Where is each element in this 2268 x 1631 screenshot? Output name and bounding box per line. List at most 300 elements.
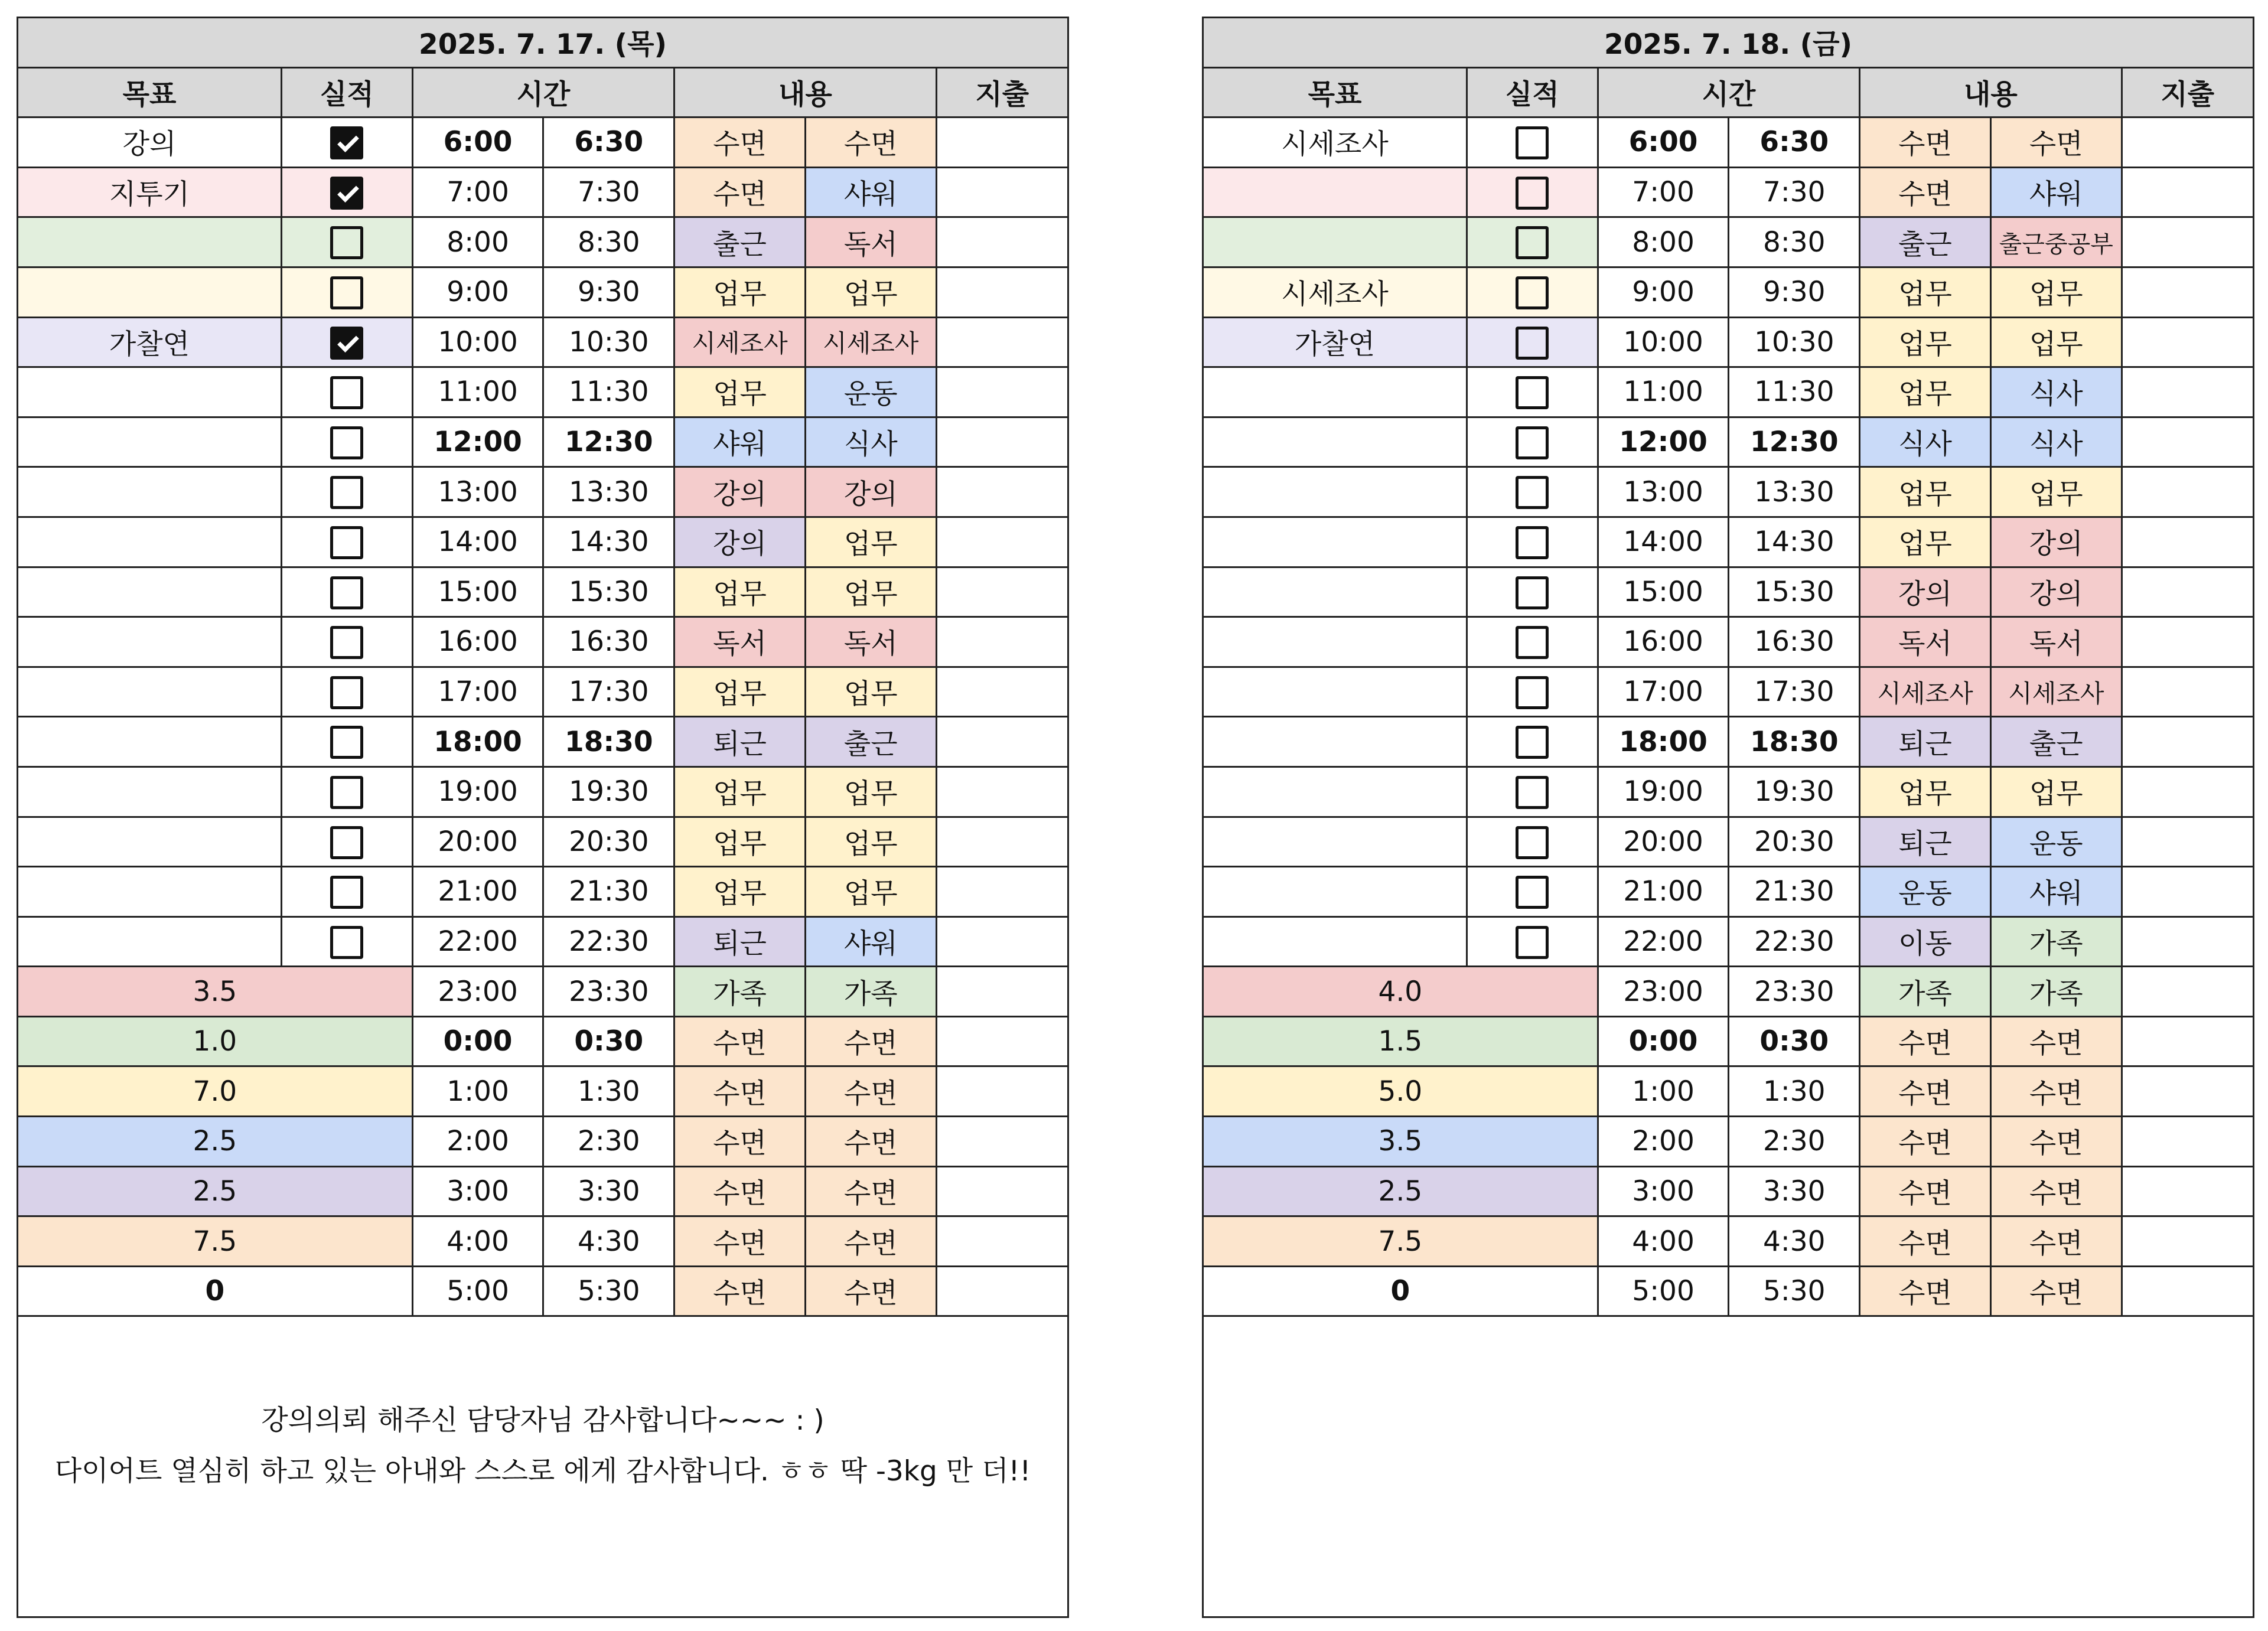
content-cell[interactable]: 퇴근 xyxy=(674,717,806,767)
date-header: 2025. 7. 17. (목) xyxy=(18,18,1067,67)
result-cell xyxy=(1467,867,1598,917)
content-cell[interactable]: 시세조사 xyxy=(674,317,806,367)
content-cell[interactable]: 가족 xyxy=(805,967,936,1017)
start-time: 13:00 xyxy=(412,467,543,517)
half-time: 6:30 xyxy=(1729,118,1860,168)
goal-cell[interactable] xyxy=(18,617,281,667)
time-row xyxy=(18,517,1067,567)
goal-cell[interactable] xyxy=(1204,766,1467,817)
expense-cell[interactable] xyxy=(936,367,1067,417)
goal-cell[interactable] xyxy=(1204,567,1467,617)
content-cell[interactable]: 수면 xyxy=(674,1166,806,1216)
content-cell[interactable]: 업무 xyxy=(674,367,806,417)
goal-cell[interactable] xyxy=(18,916,281,967)
goal-cell[interactable] xyxy=(1204,667,1467,717)
expense-cell[interactable] xyxy=(936,1016,1067,1066)
content-cell[interactable]: 업무 xyxy=(1860,267,1991,317)
expense-cell[interactable] xyxy=(936,267,1067,317)
content-cell[interactable]: 수면 xyxy=(1860,1266,1991,1316)
content-cell[interactable]: 업무 xyxy=(1860,766,1991,817)
expense-cell[interactable] xyxy=(2122,1166,2253,1216)
expense-cell[interactable] xyxy=(936,867,1067,917)
content-cell[interactable]: 독서 xyxy=(674,617,806,667)
checkbox-checked-icon[interactable] xyxy=(330,177,363,210)
content-cell[interactable]: 강의 xyxy=(674,517,806,567)
goal-cell[interactable]: 가찰연 xyxy=(18,317,281,367)
date-row xyxy=(1204,18,2253,67)
content-cell[interactable]: 업무 xyxy=(805,867,936,917)
content-cell[interactable]: 수면 xyxy=(805,1216,936,1267)
content-cell[interactable]: 수면 xyxy=(674,118,806,168)
content-cell[interactable]: 출근 xyxy=(1860,217,1991,268)
expense-cell[interactable] xyxy=(936,317,1067,367)
content-cell[interactable]: 시세조사 xyxy=(1860,667,1991,717)
checkbox-empty-icon[interactable] xyxy=(1516,276,1549,309)
goal-cell[interactable] xyxy=(1204,617,1467,667)
content-cell[interactable]: 독서 xyxy=(805,617,936,667)
content-cell[interactable]: 수면 xyxy=(674,1216,806,1267)
content-cell[interactable]: 수면 xyxy=(805,1066,936,1117)
expense-cell[interactable] xyxy=(2122,167,2253,217)
result-cell xyxy=(281,766,412,817)
result-cell xyxy=(1467,567,1598,617)
expense-cell[interactable] xyxy=(936,1117,1067,1167)
expense-cell[interactable] xyxy=(2122,417,2253,467)
goal-cell[interactable] xyxy=(1204,467,1467,517)
summary-cell: 4.0 xyxy=(1204,967,1598,1017)
content-cell[interactable]: 수면 xyxy=(805,1016,936,1066)
content-cell[interactable]: 강의 xyxy=(1860,567,1991,617)
schedule-body xyxy=(1204,18,2253,1316)
content-cell[interactable]: 출근중공부 xyxy=(1990,217,2122,268)
expense-cell[interactable] xyxy=(936,1216,1067,1267)
result-cell xyxy=(281,417,412,467)
checkbox-checked-icon[interactable] xyxy=(330,327,363,360)
content-cell[interactable]: 업무 xyxy=(1860,367,1991,417)
content-cell[interactable]: 수면 xyxy=(1990,1016,2122,1066)
half-time: 4:30 xyxy=(543,1216,674,1267)
content-cell[interactable]: 가족 xyxy=(1990,967,2122,1017)
half-time: 2:30 xyxy=(1729,1117,1860,1167)
checkbox-empty-icon[interactable] xyxy=(1516,676,1549,709)
result-cell xyxy=(1467,118,1598,168)
summary-cell: 5.0 xyxy=(1204,1066,1598,1117)
checkbox-empty-icon[interactable] xyxy=(1516,226,1549,259)
content-cell[interactable]: 업무 xyxy=(805,667,936,717)
result-cell xyxy=(281,617,412,667)
checkbox-empty-icon[interactable] xyxy=(330,576,363,609)
content-cell[interactable]: 독서 xyxy=(1860,617,1991,667)
expense-cell[interactable] xyxy=(936,717,1067,767)
date-row xyxy=(18,18,1067,67)
expense-cell[interactable] xyxy=(2122,367,2253,417)
start-time: 19:00 xyxy=(1598,766,1729,817)
time-row xyxy=(18,617,1067,667)
content-cell[interactable]: 수면 xyxy=(805,1166,936,1216)
goal-cell[interactable] xyxy=(1204,916,1467,967)
content-cell[interactable]: 업무 xyxy=(805,517,936,567)
expense-cell[interactable] xyxy=(936,617,1067,667)
content-cell[interactable]: 샤워 xyxy=(1990,867,2122,917)
content-cell[interactable]: 샤워 xyxy=(674,417,806,467)
checkbox-empty-icon[interactable] xyxy=(1516,576,1549,609)
content-cell[interactable]: 업무 xyxy=(805,267,936,317)
goal-cell[interactable] xyxy=(1204,367,1467,417)
content-cell[interactable]: 식사 xyxy=(1990,417,2122,467)
content-cell[interactable]: 강의 xyxy=(1990,517,2122,567)
content-cell[interactable]: 강의 xyxy=(674,467,806,517)
goal-cell[interactable] xyxy=(18,867,281,917)
goal-cell[interactable] xyxy=(1204,817,1467,867)
checkbox-empty-icon[interactable] xyxy=(1516,726,1549,759)
content-cell[interactable]: 가족 xyxy=(674,967,806,1017)
content-cell[interactable]: 퇴근 xyxy=(674,916,806,967)
content-cell[interactable]: 수면 xyxy=(1860,1016,1991,1066)
time-row xyxy=(18,467,1067,517)
result-cell xyxy=(281,517,412,567)
expense-cell[interactable] xyxy=(2122,1266,2253,1316)
goal-cell[interactable]: 가찰연 xyxy=(1204,317,1467,367)
start-time: 0:00 xyxy=(412,1016,543,1066)
content-cell[interactable]: 강의 xyxy=(805,467,936,517)
content-cell[interactable]: 업무 xyxy=(1860,517,1991,567)
content-cell[interactable]: 가족 xyxy=(1860,967,1991,1017)
time-row xyxy=(1204,118,2253,168)
half-time: 10:30 xyxy=(1729,317,1860,367)
content-cell[interactable]: 업무 xyxy=(1990,766,2122,817)
content-cell[interactable]: 수면 xyxy=(674,167,806,217)
goal-cell[interactable] xyxy=(18,667,281,717)
checkbox-empty-icon[interactable] xyxy=(1516,826,1549,859)
expense-cell[interactable] xyxy=(2122,317,2253,367)
expense-cell[interactable] xyxy=(936,817,1067,867)
start-time: 18:00 xyxy=(1598,717,1729,767)
half-time: 15:30 xyxy=(1729,567,1860,617)
checkbox-empty-icon[interactable] xyxy=(330,476,363,509)
content-cell[interactable]: 출근 xyxy=(805,717,936,767)
content-cell[interactable]: 출근 xyxy=(1990,717,2122,767)
expense-cell[interactable] xyxy=(936,118,1067,168)
content-cell[interactable]: 시세조사 xyxy=(1990,667,2122,717)
time-row xyxy=(18,1166,1067,1216)
checkbox-empty-icon[interactable] xyxy=(330,626,363,659)
expense-cell[interactable] xyxy=(2122,667,2253,717)
expense-cell[interactable] xyxy=(2122,1216,2253,1267)
content-cell[interactable]: 수면 xyxy=(674,1066,806,1117)
start-time: 10:00 xyxy=(412,317,543,367)
expense-cell[interactable] xyxy=(2122,766,2253,817)
expense-cell[interactable] xyxy=(2122,617,2253,667)
start-time: 7:00 xyxy=(1598,167,1729,217)
checkbox-empty-icon[interactable] xyxy=(330,376,363,409)
half-time: 11:30 xyxy=(543,367,674,417)
result-cell xyxy=(1467,367,1598,417)
time-row xyxy=(1204,1117,2253,1167)
goal-cell[interactable] xyxy=(1204,417,1467,467)
time-row xyxy=(1204,517,2253,567)
checkbox-empty-icon[interactable] xyxy=(330,826,363,859)
start-time: 23:00 xyxy=(1598,967,1729,1017)
content-cell[interactable]: 퇴근 xyxy=(1860,717,1991,767)
expense-cell[interactable] xyxy=(936,1266,1067,1316)
expense-cell[interactable] xyxy=(936,1066,1067,1117)
goal-cell[interactable] xyxy=(1204,167,1467,217)
content-cell[interactable]: 수면 xyxy=(1860,1066,1991,1117)
goal-cell[interactable] xyxy=(18,367,281,417)
start-time: 4:00 xyxy=(412,1216,543,1267)
time-row xyxy=(18,567,1067,617)
checkbox-checked-icon[interactable] xyxy=(330,126,363,159)
time-row xyxy=(1204,317,2253,367)
content-cell[interactable]: 수면 xyxy=(805,1117,936,1167)
goal-cell[interactable] xyxy=(18,517,281,567)
time-row xyxy=(1204,717,2253,767)
content-cell[interactable]: 업무 xyxy=(674,667,806,717)
content-cell[interactable]: 수면 xyxy=(1990,1166,2122,1216)
content-cell[interactable]: 업무 xyxy=(1860,467,1991,517)
goal-cell[interactable] xyxy=(18,417,281,467)
time-row xyxy=(18,717,1067,767)
content-cell[interactable]: 수면 xyxy=(1990,1266,2122,1316)
result-cell xyxy=(1467,717,1598,767)
expense-cell[interactable] xyxy=(2122,1117,2253,1167)
checkbox-empty-icon[interactable] xyxy=(330,676,363,709)
expense-cell[interactable] xyxy=(936,916,1067,967)
expense-cell[interactable] xyxy=(936,567,1067,617)
expense-cell[interactable] xyxy=(2122,817,2253,867)
goal-cell[interactable] xyxy=(1204,867,1467,917)
result-cell xyxy=(281,717,412,767)
checkbox-empty-icon[interactable] xyxy=(1516,327,1549,360)
half-time: 14:30 xyxy=(1729,517,1860,567)
start-time: 11:00 xyxy=(1598,367,1729,417)
checkbox-empty-icon[interactable] xyxy=(1516,776,1549,809)
checkbox-empty-icon[interactable] xyxy=(1516,426,1549,459)
goal-cell[interactable] xyxy=(18,717,281,767)
content-cell[interactable]: 수면 xyxy=(1990,1066,2122,1117)
checkbox-empty-icon[interactable] xyxy=(330,526,363,559)
content-cell[interactable]: 수면 xyxy=(1990,1117,2122,1167)
expense-cell[interactable] xyxy=(2122,467,2253,517)
time-row xyxy=(18,367,1067,417)
goal-cell[interactable] xyxy=(18,267,281,317)
goal-cell[interactable] xyxy=(18,766,281,817)
expense-cell[interactable] xyxy=(2122,916,2253,967)
content-cell[interactable]: 업무 xyxy=(1990,467,2122,517)
expense-cell[interactable] xyxy=(936,1166,1067,1216)
checkbox-empty-icon[interactable] xyxy=(330,426,363,459)
expense-cell[interactable] xyxy=(936,467,1067,517)
time-row xyxy=(1204,417,2253,467)
checkbox-empty-icon[interactable] xyxy=(1516,177,1549,210)
time-row xyxy=(18,817,1067,867)
content-cell[interactable]: 식사 xyxy=(1990,367,2122,417)
goal-cell[interactable] xyxy=(1204,517,1467,567)
content-cell[interactable]: 출근 xyxy=(674,217,806,268)
expense-cell[interactable] xyxy=(936,517,1067,567)
content-cell[interactable]: 수면 xyxy=(1860,1117,1991,1167)
checkbox-empty-icon[interactable] xyxy=(1516,926,1549,959)
start-time: 8:00 xyxy=(412,217,543,268)
content-cell[interactable]: 수면 xyxy=(1990,1216,2122,1267)
half-time: 23:30 xyxy=(1729,967,1860,1017)
expense-cell[interactable] xyxy=(936,766,1067,817)
start-time: 17:00 xyxy=(1598,667,1729,717)
content-cell[interactable]: 수면 xyxy=(674,1117,806,1167)
result-cell xyxy=(281,867,412,917)
start-time: 2:00 xyxy=(412,1117,543,1167)
checkbox-empty-icon[interactable] xyxy=(330,776,363,809)
start-time: 4:00 xyxy=(1598,1216,1729,1267)
checkbox-empty-icon[interactable] xyxy=(1516,476,1549,509)
date-header: 2025. 7. 18. (금) xyxy=(1204,18,2253,67)
content-cell[interactable]: 수면 xyxy=(1990,118,2122,168)
expense-cell[interactable] xyxy=(2122,1016,2253,1066)
half-time: 17:30 xyxy=(543,667,674,717)
time-row xyxy=(18,867,1067,917)
content-cell[interactable]: 수면 xyxy=(1860,167,1991,217)
half-time: 21:30 xyxy=(543,867,674,917)
checkbox-empty-icon[interactable] xyxy=(330,726,363,759)
content-cell[interactable]: 업무 xyxy=(805,567,936,617)
time-row xyxy=(1204,167,2253,217)
start-time: 20:00 xyxy=(412,817,543,867)
checkbox-empty-icon[interactable] xyxy=(1516,626,1549,659)
start-time: 23:00 xyxy=(412,967,543,1017)
checkbox-empty-icon[interactable] xyxy=(1516,876,1549,909)
content-cell[interactable]: 업무 xyxy=(674,567,806,617)
checkbox-empty-icon[interactable] xyxy=(330,876,363,909)
expense-cell[interactable] xyxy=(2122,1066,2253,1117)
expense-cell[interactable] xyxy=(2122,867,2253,917)
content-cell[interactable]: 샤워 xyxy=(805,167,936,217)
content-cell[interactable]: 식사 xyxy=(805,417,936,467)
goal-cell[interactable]: 지투기 xyxy=(18,167,281,217)
result-cell xyxy=(1467,617,1598,667)
expense-cell[interactable] xyxy=(936,967,1067,1017)
content-cell[interactable]: 운동 xyxy=(1990,817,2122,867)
goal-cell[interactable]: 시세조사 xyxy=(1204,118,1467,168)
content-cell[interactable]: 샤워 xyxy=(1990,167,2122,217)
goal-cell[interactable] xyxy=(18,217,281,268)
goal-cell[interactable] xyxy=(18,817,281,867)
start-time: 0:00 xyxy=(1598,1016,1729,1066)
result-cell xyxy=(1467,817,1598,867)
content-cell[interactable]: 시세조사 xyxy=(805,317,936,367)
content-cell[interactable]: 운동 xyxy=(805,367,936,417)
start-time: 6:00 xyxy=(412,118,543,168)
time-row xyxy=(18,667,1067,717)
expense-cell[interactable] xyxy=(2122,967,2253,1017)
expense-cell[interactable] xyxy=(2122,217,2253,268)
checkbox-empty-icon[interactable] xyxy=(1516,376,1549,409)
content-cell[interactable]: 가족 xyxy=(1990,916,2122,967)
content-cell[interactable]: 업무 xyxy=(674,267,806,317)
goal-cell[interactable] xyxy=(18,567,281,617)
checkbox-empty-icon[interactable] xyxy=(1516,126,1549,159)
content-cell[interactable]: 강의 xyxy=(1990,567,2122,617)
header-result: 실적 xyxy=(281,67,412,118)
content-cell[interactable]: 수면 xyxy=(1860,1216,1991,1267)
expense-cell[interactable] xyxy=(936,417,1067,467)
half-time: 9:30 xyxy=(1729,267,1860,317)
content-cell[interactable]: 업무 xyxy=(674,867,806,917)
checkbox-empty-icon[interactable] xyxy=(330,276,363,309)
half-time: 14:30 xyxy=(543,517,674,567)
expense-cell[interactable] xyxy=(936,217,1067,268)
content-cell[interactable]: 샤워 xyxy=(805,916,936,967)
content-cell[interactable]: 운동 xyxy=(1860,867,1991,917)
content-cell[interactable]: 수면 xyxy=(805,118,936,168)
content-cell[interactable]: 수면 xyxy=(805,1266,936,1316)
header-time: 시간 xyxy=(1598,67,1859,118)
content-cell[interactable]: 독서 xyxy=(805,217,936,268)
content-cell[interactable]: 이동 xyxy=(1860,916,1991,967)
half-time: 8:30 xyxy=(543,217,674,268)
day-sheet-0718 xyxy=(1202,17,2254,1618)
start-time: 21:00 xyxy=(1598,867,1729,917)
content-cell[interactable]: 업무 xyxy=(805,817,936,867)
goal-cell[interactable] xyxy=(1204,217,1467,268)
expense-cell[interactable] xyxy=(2122,567,2253,617)
content-cell[interactable]: 업무 xyxy=(1860,317,1991,367)
content-cell[interactable]: 수면 xyxy=(1860,118,1991,168)
content-cell[interactable]: 수면 xyxy=(674,1266,806,1316)
goal-cell[interactable] xyxy=(18,467,281,517)
start-time: 12:00 xyxy=(412,417,543,467)
content-cell[interactable]: 퇴근 xyxy=(1860,817,1991,867)
checkbox-empty-icon[interactable] xyxy=(330,926,363,959)
content-cell[interactable]: 업무 xyxy=(805,766,936,817)
content-cell[interactable]: 식사 xyxy=(1860,417,1991,467)
half-time: 19:30 xyxy=(543,766,674,817)
content-cell[interactable]: 수면 xyxy=(674,1016,806,1066)
content-cell[interactable]: 수면 xyxy=(1860,1166,1991,1216)
start-time: 9:00 xyxy=(412,267,543,317)
expense-cell[interactable] xyxy=(2122,118,2253,168)
start-time: 16:00 xyxy=(1598,617,1729,667)
start-time: 9:00 xyxy=(1598,267,1729,317)
start-time: 7:00 xyxy=(412,167,543,217)
checkbox-empty-icon[interactable] xyxy=(1516,526,1549,559)
content-cell[interactable]: 업무 xyxy=(674,817,806,867)
column-header-row xyxy=(18,67,1067,118)
time-row xyxy=(1204,667,2253,717)
expense-cell[interactable] xyxy=(936,667,1067,717)
content-cell[interactable]: 업무 xyxy=(1990,267,2122,317)
expense-cell[interactable] xyxy=(936,167,1067,217)
checkbox-empty-icon[interactable] xyxy=(330,226,363,259)
expense-cell[interactable] xyxy=(2122,717,2253,767)
half-time: 9:30 xyxy=(543,267,674,317)
expense-cell[interactable] xyxy=(2122,517,2253,567)
expense-cell[interactable] xyxy=(2122,267,2253,317)
schedule-body xyxy=(18,18,1067,1316)
content-cell[interactable]: 업무 xyxy=(1990,317,2122,367)
header-goal: 목표 xyxy=(1204,67,1467,118)
goal-cell[interactable] xyxy=(1204,717,1467,767)
start-time: 15:00 xyxy=(1598,567,1729,617)
result-cell xyxy=(281,367,412,417)
time-row xyxy=(18,217,1067,268)
half-time: 5:30 xyxy=(543,1266,674,1316)
content-cell[interactable]: 업무 xyxy=(674,766,806,817)
goal-cell[interactable]: 강의 xyxy=(18,118,281,168)
start-time: 1:00 xyxy=(1598,1066,1729,1117)
goal-cell[interactable]: 시세조사 xyxy=(1204,267,1467,317)
content-cell[interactable]: 독서 xyxy=(1990,617,2122,667)
half-time: 3:30 xyxy=(543,1166,674,1216)
